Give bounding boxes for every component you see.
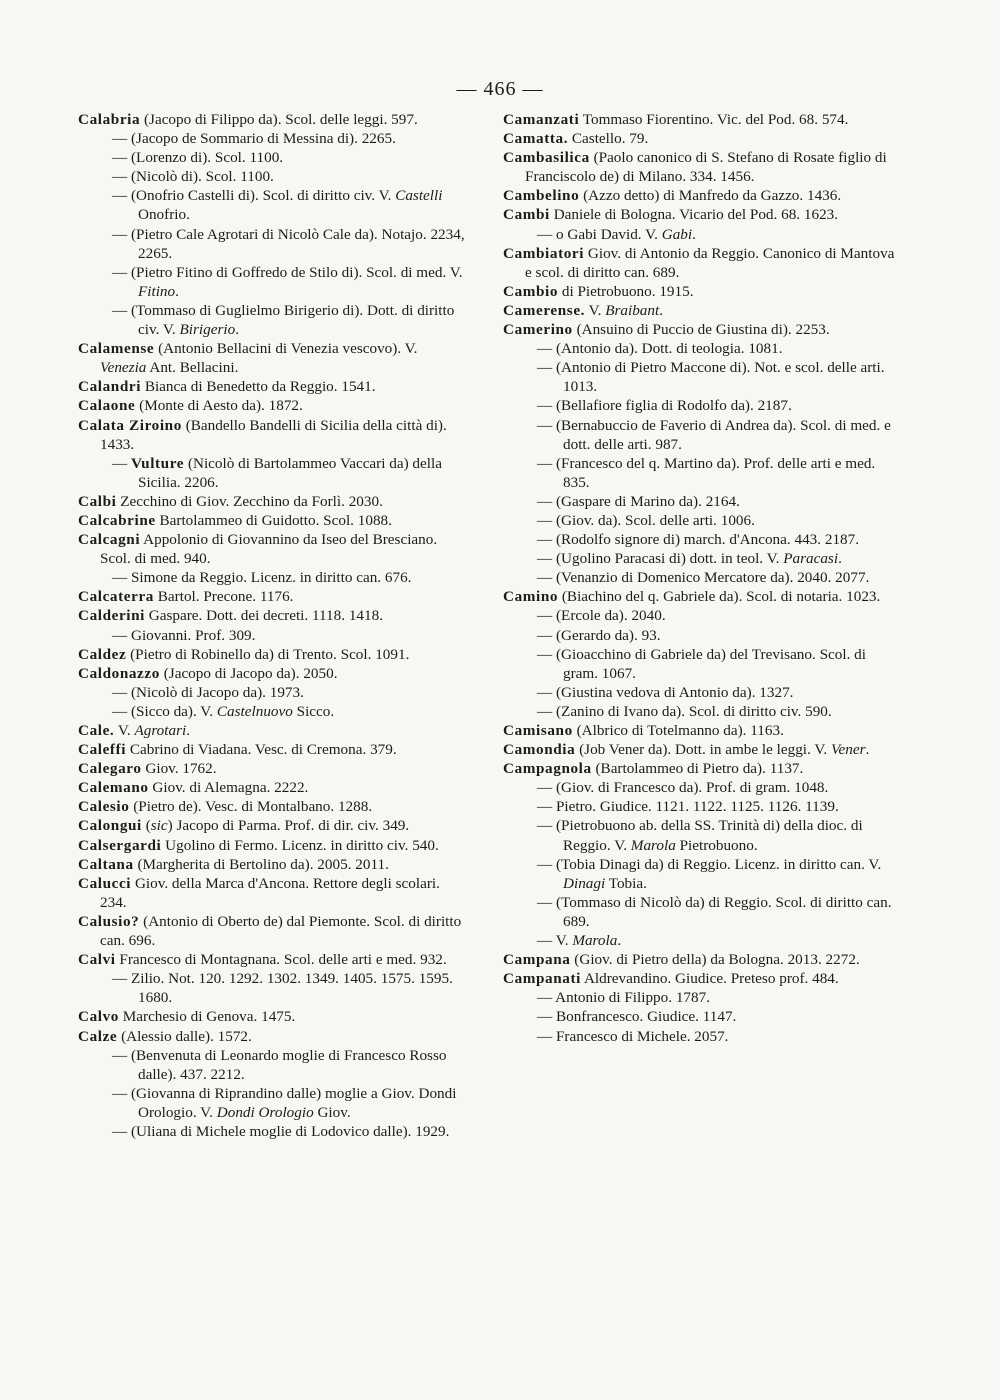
entry-text: (Biachino del q. Gabriele da). Scol. di notaria. 1023. bbox=[558, 588, 881, 606]
index-subentry bbox=[503, 893, 895, 931]
entry-heading: Calcaterra bbox=[78, 588, 154, 606]
index-entry bbox=[78, 511, 466, 530]
entry-tail: Tobia. bbox=[605, 874, 647, 892]
cross-reference: Agrotari bbox=[134, 722, 187, 739]
entry-text: (Ansuino di Puccio de Giustina di). 2253. bbox=[572, 321, 830, 339]
entry-heading: Campanati bbox=[503, 970, 581, 988]
entry-text: — (Giovanna di Riprandino dalle) moglie a Giov. Dondi Orologio. V. bbox=[112, 1084, 457, 1121]
entry-text: — (Gaspare di Marino da). 2164. bbox=[537, 492, 740, 510]
index-subentry bbox=[503, 492, 895, 511]
index-subentry bbox=[503, 797, 895, 816]
entry-text: — Zilio. Not. 120. 1292. 1302. 1349. 1405. 1575. 1595. 1680. bbox=[112, 970, 453, 1007]
index-subentry bbox=[503, 416, 895, 454]
left-column bbox=[78, 110, 466, 1141]
entry-text: — (Uliana di Michele moglie di Lodovico dalle). 1929. bbox=[112, 1122, 450, 1140]
entry-text: — (Pietro Cale Agrotari di Nicolò Cale da). Notajo. 2234, 2265. bbox=[112, 225, 465, 262]
entry-text: Giov. della Marca d'Ancona. Rettore degli scolari. 234. bbox=[100, 874, 440, 911]
index-subentry bbox=[78, 129, 466, 148]
index-entry bbox=[78, 912, 466, 950]
entry-text: Giov. 1762. bbox=[141, 760, 217, 778]
entry-text: — (Rodolfo signore di) march. d'Ancona. 443. 2187. bbox=[537, 531, 860, 549]
entry-text: Bianca di Benedetto da Reggio. 1541. bbox=[141, 378, 376, 396]
entry-text: Giov. di Antonio da Reggio. Canonico di Mantova e scol. di diritto can. 689. bbox=[525, 244, 895, 281]
entry-text: — (Antonio da). Dott. di teologia. 1081. bbox=[537, 340, 783, 358]
index-entry bbox=[503, 186, 895, 205]
index-entry bbox=[78, 797, 466, 816]
entry-heading: Calsergardi bbox=[78, 836, 162, 854]
index-subentry bbox=[503, 339, 895, 358]
entry-text: Gaspare. Dott. dei decreti. 1118. 1418. bbox=[145, 607, 384, 625]
entry-heading: Campana bbox=[503, 951, 571, 969]
entry-text: (Alessio dalle). 1572. bbox=[117, 1027, 252, 1045]
entry-tail: ) Jacopo di Parma. Prof. di dir. civ. 349. bbox=[167, 817, 410, 835]
cross-reference: Dondi Orologio bbox=[216, 1103, 314, 1121]
entry-text: — (Giov. da). Scol. delle arti. 1006. bbox=[537, 511, 755, 529]
entry-text: — (Venanzio di Domenico Mercatore da). 2040. 2077. bbox=[537, 569, 870, 587]
entry-heading: Caltana bbox=[78, 855, 134, 873]
entry-text: Cabrino di Viadana. Vesc. di Cremona. 379. bbox=[126, 741, 397, 759]
entry-text: (Pietro de). Vesc. di Montalbano. 1288. bbox=[129, 798, 373, 816]
entry-text: — Antonio di Filippo. 1787. bbox=[537, 989, 710, 1007]
entry-text: — (Giov. di Francesco da). Prof. di gram. 1048. bbox=[537, 779, 829, 797]
entry-heading: Calaone bbox=[78, 397, 136, 415]
entry-heading: Calze bbox=[78, 1027, 118, 1045]
entry-heading: Calabria bbox=[78, 111, 141, 128]
cross-reference: Castelli bbox=[395, 187, 443, 205]
entry-tail: . bbox=[617, 932, 622, 950]
entry-tail: . bbox=[865, 741, 870, 759]
cross-reference: Fitino bbox=[138, 282, 176, 300]
entry-text: (Antonio Bellacini di Venezia vescovo). V. bbox=[154, 340, 418, 358]
entry-heading: Calesio bbox=[78, 798, 130, 816]
index-entry bbox=[78, 721, 466, 740]
entry-heading: Cale. bbox=[78, 722, 115, 739]
index-subentry bbox=[78, 167, 466, 186]
index-entry bbox=[78, 492, 466, 511]
entry-text: — (Bellafiore figlia di Rodolfo da). 2187. bbox=[537, 397, 792, 415]
index-entry bbox=[503, 244, 895, 282]
index-entry bbox=[503, 587, 895, 606]
entry-text: V. bbox=[114, 722, 135, 739]
entry-heading: Calderini bbox=[78, 607, 145, 625]
cross-reference: Gabi bbox=[661, 225, 693, 243]
index-subentry bbox=[503, 645, 895, 683]
entry-heading: Cambi bbox=[503, 206, 550, 224]
entry-text: — (Pietro Fitino di Goffredo de Stilo di). Scol. di med. V. bbox=[112, 263, 463, 281]
cross-reference: Vener bbox=[830, 741, 866, 759]
index-subentry bbox=[78, 969, 466, 1007]
entry-text: — (Gerardo da). 93. bbox=[537, 626, 661, 644]
index-subentry bbox=[78, 148, 466, 167]
index-subentry bbox=[503, 702, 895, 721]
entry-heading: Calbi bbox=[78, 492, 117, 510]
entry-text: (Job Vener da). Dott. in ambe le leggi. V. bbox=[575, 741, 831, 759]
index-entry bbox=[503, 205, 895, 224]
entry-tail: . bbox=[838, 550, 842, 568]
index-subentry bbox=[78, 1084, 466, 1122]
index-subentry bbox=[503, 358, 895, 396]
entry-text: (Albrico di Totelmanno da). 1163. bbox=[572, 722, 784, 739]
entry-heading: Calegaro bbox=[78, 760, 142, 778]
index-subentry bbox=[78, 1046, 466, 1084]
entry-text: — (Tommaso di Nicolò da) di Reggio. Scol. di diritto can. 689. bbox=[537, 893, 892, 930]
entry-heading: Camerense. bbox=[503, 301, 586, 319]
index-entry bbox=[503, 110, 895, 129]
entry-text: — (Francesco del q. Martino da). Prof. delle arti e med. 835. bbox=[537, 454, 876, 491]
index-entry bbox=[503, 759, 895, 778]
index-entry bbox=[503, 950, 895, 969]
entry-text: V. bbox=[585, 301, 606, 319]
index-entry bbox=[78, 587, 466, 606]
index-entry bbox=[78, 855, 466, 874]
entry-text: Francesco di Montagnana. Scol. delle arti e med. 932. bbox=[115, 951, 447, 969]
entry-text: Appolonio di Giovannino da Iseo del Bresciano. Scol. di med. 940. bbox=[100, 531, 438, 568]
index-entry bbox=[78, 1027, 466, 1046]
entry-heading: Camino bbox=[503, 588, 559, 606]
entry-heading: Caldonazzo bbox=[78, 664, 160, 682]
index-subentry bbox=[503, 606, 895, 625]
entry-heading: Cambelino bbox=[503, 187, 580, 205]
entry-heading: Caleffi bbox=[78, 741, 127, 759]
index-entry bbox=[78, 759, 466, 778]
index-subentry bbox=[78, 683, 466, 702]
entry-heading: Calvo bbox=[78, 1008, 119, 1026]
index-subentry bbox=[78, 626, 466, 645]
entry-text: — (Giustina vedova di Antonio da). 1327. bbox=[537, 683, 794, 701]
cross-reference: Venezia bbox=[100, 359, 147, 377]
index-subentry bbox=[503, 568, 895, 587]
index-entry bbox=[78, 416, 466, 454]
right-column bbox=[503, 110, 895, 1046]
index-subentry bbox=[78, 263, 466, 301]
index-entry bbox=[78, 645, 466, 664]
index-entry bbox=[503, 969, 895, 988]
entry-text: — (Antonio di Pietro Maccone di). Not. e scol. delle arti. 1013. bbox=[537, 359, 885, 396]
entry-heading: Calcagni bbox=[78, 531, 141, 549]
entry-text: (Pietro di Robinello da) di Trento. Scol. 1091. bbox=[126, 645, 410, 663]
entry-heading: Calusio? bbox=[78, 912, 140, 930]
entry-text: — (Bernabuccio de Faverio di Andrea da). Scol. di med. e dott. delle arti. 987. bbox=[537, 416, 891, 453]
index-subentry bbox=[503, 855, 895, 893]
index-subentry bbox=[503, 549, 895, 568]
entry-text: — (Gioacchino di Gabriele da) del Trevisano. Scol. di gram. 1067. bbox=[537, 645, 866, 682]
index-entry bbox=[78, 778, 466, 797]
index-entry bbox=[78, 664, 466, 683]
cross-reference: Paracasi bbox=[783, 550, 839, 568]
entry-heading: Vulture bbox=[130, 454, 185, 472]
entry-text: — V. bbox=[537, 932, 573, 950]
index-entry bbox=[503, 301, 895, 320]
entry-heading: Calemano bbox=[78, 779, 149, 797]
entry-tail: Sicco. bbox=[292, 702, 335, 720]
entry-tail: . bbox=[692, 225, 696, 243]
index-entry bbox=[78, 110, 466, 129]
entry-text: Daniele di Bologna. Vicario del Pod. 68. 1623. bbox=[549, 206, 839, 224]
entry-text: — (Sicco da). V. bbox=[112, 702, 217, 720]
entry-text: Tommaso Fiorentino. Vic. del Pod. 68. 574. bbox=[579, 111, 849, 128]
entry-heading: Camanzati bbox=[503, 111, 580, 128]
entry-text: — Bonfrancesco. Giudice. 1147. bbox=[537, 1008, 737, 1026]
entry-text: — (Jacopo de Sommario di Messina di). 2265. bbox=[112, 130, 396, 148]
entry-text: Castello. 79. bbox=[568, 130, 649, 148]
entry-text: (Antonio di Oberto de) dal Piemonte. Scol. di diritto can. 696. bbox=[100, 912, 462, 950]
index-entry bbox=[503, 282, 895, 301]
entry-tail: . bbox=[175, 282, 179, 300]
entry-text: (Bandello Bandelli di Sicilia della città di). 1433. bbox=[100, 416, 447, 453]
index-entry bbox=[78, 530, 466, 568]
index-subentry bbox=[78, 702, 466, 721]
index-entry bbox=[78, 816, 466, 835]
index-entry bbox=[78, 396, 466, 415]
entry-text: — (Onofrio Castelli di). Scol. di diritto civ. V. bbox=[112, 187, 396, 205]
entry-text: (Bartolammeo di Pietro da). 1137. bbox=[591, 760, 804, 778]
entry-text: di Pietrobuono. 1915. bbox=[558, 282, 694, 300]
index-entry bbox=[503, 721, 895, 740]
entry-text: — Simone da Reggio. Licenz. in diritto can. 676. bbox=[112, 569, 412, 587]
index-entry bbox=[503, 320, 895, 339]
index-subentry bbox=[78, 568, 466, 587]
entry-text: (Giov. di Pietro della) da Bologna. 2013. 2272. bbox=[570, 951, 860, 969]
cross-reference: sic bbox=[150, 817, 168, 835]
entry-text: Ugolino di Fermo. Licenz. in diritto civ. 540. bbox=[161, 836, 439, 854]
entry-text: Giov. di Alemagna. 2222. bbox=[148, 779, 309, 797]
index-subentry bbox=[503, 396, 895, 415]
subentry-dash: — bbox=[112, 454, 131, 472]
index-subentry bbox=[503, 683, 895, 702]
entry-heading: Camatta. bbox=[503, 130, 569, 148]
entry-heading: Camisano bbox=[503, 722, 573, 739]
index-subentry bbox=[503, 225, 895, 244]
entry-tail: Ant. Bellacini. bbox=[146, 359, 239, 377]
index-subentry bbox=[503, 511, 895, 530]
cross-reference: Marola bbox=[630, 836, 676, 854]
entry-tail: Giov. bbox=[313, 1103, 351, 1121]
index-subentry bbox=[503, 988, 895, 1007]
index-subentry bbox=[78, 225, 466, 263]
entry-heading: Camondia bbox=[503, 741, 576, 759]
entry-text: — (Ugolino Paracasi di) dott. in teol. V. bbox=[537, 550, 784, 568]
entry-text: — (Zanino di Ivano da). Scol. di diritto civ. 590. bbox=[537, 702, 832, 720]
index-entry bbox=[78, 606, 466, 625]
entry-text: Bartol. Precone. 1176. bbox=[154, 588, 294, 606]
entry-text: (Monte di Aesto da). 1872. bbox=[135, 397, 303, 415]
entry-heading: Caldez bbox=[78, 645, 127, 663]
entry-text: — (Benvenuta di Leonardo moglie di Francesco Rosso dalle). 437. 2212. bbox=[112, 1046, 447, 1083]
index-subentry bbox=[503, 816, 895, 854]
entry-text: — (Nicolò di). Scol. 1100. bbox=[112, 168, 274, 186]
cross-reference: Birigerio bbox=[179, 321, 236, 339]
index-subentry bbox=[503, 454, 895, 492]
index-subentry bbox=[503, 626, 895, 645]
entry-heading: Calamense bbox=[78, 340, 155, 358]
entry-text: (Nicolò di Bartolammeo Vaccari da) della Sicilia. 2206. bbox=[138, 454, 442, 491]
cross-reference: Marola bbox=[572, 932, 618, 950]
index-subentry bbox=[503, 530, 895, 549]
cross-reference: Braibant bbox=[605, 301, 660, 319]
index-subentry bbox=[503, 1007, 895, 1026]
entry-text: — (Tobia Dinagi da) di Reggio. Licenz. in diritto can. V. bbox=[537, 855, 882, 873]
index-subentry bbox=[78, 301, 466, 339]
entry-text: — Giovanni. Prof. 309. bbox=[112, 626, 256, 644]
index-subentry bbox=[78, 186, 466, 224]
index-subentry bbox=[78, 454, 466, 492]
index-entry bbox=[78, 339, 466, 377]
entry-text: (Jacopo di Filippo da). Scol. delle leggi. 597. bbox=[140, 111, 418, 128]
entry-heading: Camerino bbox=[503, 321, 573, 339]
index-subentry bbox=[503, 1027, 895, 1046]
entry-text: — (Lorenzo di). Scol. 1100. bbox=[112, 149, 284, 167]
index-entry bbox=[78, 950, 466, 969]
entry-text: — Pietro. Giudice. 1121. 1122. 1125. 1126. 1139. bbox=[537, 798, 839, 816]
index-entry bbox=[78, 740, 466, 759]
entry-text: ( bbox=[141, 817, 151, 835]
index-entry bbox=[78, 836, 466, 855]
cross-reference: Castelnuovo bbox=[216, 702, 293, 720]
index-entry bbox=[503, 148, 895, 186]
entry-text: Marchesio di Genova. 1475. bbox=[118, 1008, 296, 1026]
entry-text: — (Tommaso di Guglielmo Birigerio di). Dott. di diritto civ. V. bbox=[112, 301, 455, 339]
entry-heading: Cambio bbox=[503, 282, 559, 300]
index-entry bbox=[503, 740, 895, 759]
index-subentry bbox=[503, 778, 895, 797]
entry-heading: Calucci bbox=[78, 874, 132, 892]
entry-text: (Paolo canonico di S. Stefano di Rosate figlio di Franciscolo de) di Milano. 334. 1456. bbox=[525, 149, 887, 186]
entry-heading: Calongui bbox=[78, 817, 142, 835]
entry-text: (Jacopo di Jacopo da). 2050. bbox=[159, 664, 338, 682]
entry-text: — Francesco di Michele. 2057. bbox=[537, 1027, 729, 1045]
entry-text: (Azzo detto) di Manfredo da Gazzo. 1436. bbox=[579, 187, 842, 205]
index-entry bbox=[78, 377, 466, 396]
entry-heading: Calcabrine bbox=[78, 511, 156, 529]
entry-text: Aldrevandino. Giudice. Preteso prof. 484. bbox=[580, 970, 839, 988]
cross-reference: Dinagi bbox=[563, 874, 606, 892]
entry-tail: Pietrobuono. bbox=[675, 836, 758, 854]
entry-heading: Calandri bbox=[78, 378, 142, 396]
entry-heading: Cambiatori bbox=[503, 244, 585, 262]
entry-text: Zecchino di Giov. Zecchino da Forlì. 2030. bbox=[116, 492, 383, 510]
entry-heading: Campagnola bbox=[503, 760, 592, 778]
index-entry bbox=[78, 1007, 466, 1026]
entry-text: (Margherita di Bertolino da). 2005. 2011. bbox=[133, 855, 389, 873]
entry-tail: . bbox=[235, 321, 239, 339]
entry-text: — o Gabi David. V. bbox=[537, 225, 662, 243]
index-subentry bbox=[503, 931, 895, 950]
entry-text: — (Pietrobuono ab. della SS. Trinità di) della dioc. di Reggio. V. bbox=[537, 817, 863, 854]
index-subentry bbox=[78, 1122, 466, 1141]
entry-text: — (Ercole da). 2040. bbox=[537, 607, 666, 625]
entry-heading: Cambasilica bbox=[503, 149, 590, 167]
entry-text: — (Nicolò di Jacopo da). 1973. bbox=[112, 683, 304, 701]
page-number: — 466 — bbox=[456, 78, 544, 100]
entry-heading: Calata Ziroino bbox=[78, 416, 182, 434]
entry-tail: . bbox=[186, 722, 191, 739]
entry-heading: Calvi bbox=[78, 951, 116, 969]
index-entry bbox=[78, 874, 466, 912]
entry-text: Bartolammeo di Guidotto. Scol. 1088. bbox=[155, 511, 392, 529]
entry-tail: Onofrio. bbox=[138, 206, 190, 224]
index-entry bbox=[503, 129, 895, 148]
entry-tail: . bbox=[659, 301, 663, 319]
